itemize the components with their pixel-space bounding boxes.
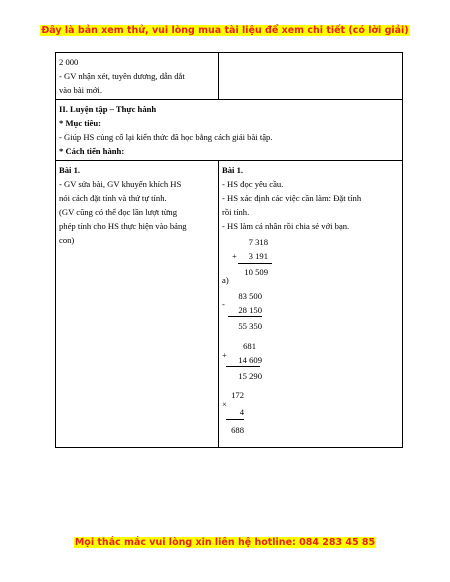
result: 10 509 bbox=[244, 267, 268, 277]
text-line: - HS làm cá nhân rồi chia sẻ với bạn. bbox=[222, 221, 350, 231]
operand: 7 318 bbox=[248, 237, 268, 247]
text-line: - GV nhận xét, tuyên dương, dẫn dắt bbox=[59, 71, 185, 81]
result-line bbox=[238, 263, 272, 264]
lesson-table bbox=[55, 52, 403, 448]
operand: 681 bbox=[243, 341, 256, 351]
text-line: con) bbox=[59, 235, 75, 245]
operand: 3 191 bbox=[248, 251, 268, 261]
operator-sign: + bbox=[232, 251, 237, 261]
operand: 172 bbox=[231, 390, 244, 400]
result-line bbox=[228, 316, 262, 317]
preview-banner: Đây là bản xem thử, vui lòng mua tài liệu để xem chi tiết (có lời giải) bbox=[41, 25, 409, 36]
teacher-cell bbox=[56, 161, 219, 447]
result: 55 350 bbox=[238, 321, 262, 331]
text-line: - HS đọc yêu cầu. bbox=[222, 179, 284, 189]
operator-sign: + bbox=[222, 350, 227, 360]
teacher-cell bbox=[56, 53, 219, 99]
objective-title: * Mục tiêu: bbox=[59, 118, 102, 128]
table-row bbox=[55, 52, 403, 100]
result: 15 290 bbox=[238, 371, 262, 381]
text-line: - HS xác định các việc cần làm: Đặt tính bbox=[222, 193, 362, 203]
operand: 28 150 bbox=[238, 305, 262, 315]
operand: 83 500 bbox=[238, 291, 262, 301]
hotline-banner: Mọi thắc mắc vui lòng xin liên hệ hotline: 084 283 45 85 bbox=[74, 537, 376, 548]
part-label: a) bbox=[222, 275, 229, 285]
operand: 14 609 bbox=[238, 355, 262, 365]
method-title: * Cách tiến hành: bbox=[59, 146, 125, 156]
exercise-title: Bài 1. bbox=[59, 165, 81, 175]
text-line: phép tính cho HS thực hiện vào bảng bbox=[59, 221, 187, 231]
student-cell bbox=[219, 161, 402, 447]
text-line: 2 000 bbox=[59, 57, 79, 67]
operator-sign: - bbox=[222, 299, 225, 309]
table-row bbox=[55, 161, 403, 448]
result-line bbox=[226, 366, 260, 367]
result-line bbox=[226, 419, 244, 420]
text-line: - GV sửa bài, GV khuyến khích HS bbox=[59, 179, 182, 189]
operator-sign: × bbox=[222, 399, 227, 409]
exercise-title: Bài 1. bbox=[222, 165, 244, 175]
operand: 4 bbox=[239, 407, 244, 417]
text-line: vào bài mới. bbox=[59, 85, 102, 95]
result: 688 bbox=[231, 425, 244, 435]
student-cell bbox=[219, 53, 402, 99]
text-line: nói cách đặt tính và thứ tự tính. bbox=[59, 193, 167, 203]
objective-text: - Giúp HS củng cố lại kiến thức đã học bằng cách giải bài tập. bbox=[59, 132, 273, 142]
section-heading: II. Luyện tập – Thực hành bbox=[59, 104, 157, 114]
column-calculations bbox=[222, 233, 399, 445]
text-line: rồi tính. bbox=[222, 207, 250, 217]
text-line: (GV cũng có thể đọc lần lượt từng bbox=[59, 207, 177, 217]
section-cell bbox=[56, 100, 402, 160]
table-row bbox=[55, 100, 403, 161]
